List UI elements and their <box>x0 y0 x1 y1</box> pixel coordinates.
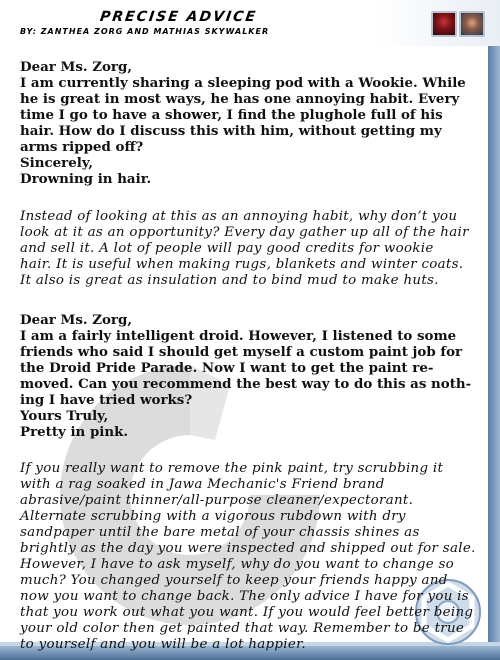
column-title: PRECISE ADVICE <box>98 9 259 25</box>
text-line: to yourself and you will be a lot happier. <box>20 637 306 652</box>
letter-2-question <box>20 312 480 440</box>
text-line: Pretty in pink. <box>20 424 129 440</box>
text-line: I am currently sharing a sleeping pod with a Wookie. While <box>20 75 466 91</box>
text-line: Dear Ms. Zorg, <box>20 312 132 328</box>
text-line: the Droid Pride Parade. Now I want to get the paint re- <box>20 360 434 376</box>
text-line: Instead of looking at this as an annoying habit, why don’t you <box>20 209 458 224</box>
author-portrait-1 <box>431 11 457 37</box>
author-portrait-2 <box>459 11 485 37</box>
text-line: with a rag soaked in Jawa Mechanic's Friend brand <box>20 477 385 492</box>
text-line: It also is great as insulation and to bind mud to make huts. <box>20 273 439 288</box>
text-line: Drowning in hair. <box>20 171 152 187</box>
letter-1-answer <box>20 209 480 289</box>
text-line: that you work out what you want. If you would feel better being <box>20 605 474 620</box>
text-line: brightly as the day you were inspected and shipped out for sale. <box>20 541 476 556</box>
text-line: now you want to change back. The only advice I have for you is <box>20 589 469 604</box>
text-line: much? You changed yourself to keep your friends happy and <box>20 573 448 588</box>
text-line: Alternate scrubbing with a vigorous rubdown with dry <box>20 509 406 524</box>
letter-1-question <box>20 59 480 187</box>
byline: BY: ZANTHEA ZORG AND MATHIAS SKYWALKER <box>20 27 270 36</box>
text-line: Dear Ms. Zorg, <box>20 59 132 75</box>
text-line: moved. Can you recommend the best way to do this as noth- <box>20 376 472 392</box>
text-line: he is great in most ways, he has one annoying habit. Every <box>20 91 460 107</box>
text-line: However, I have to ask myself, why do you want to change so <box>20 557 455 572</box>
text-line: hair. How do I discuss this with him, without getting my <box>20 123 442 139</box>
text-line: time I go to have a shower, I find the plughole full of his <box>20 107 443 123</box>
text-line: hair. It is useful when making rugs, blankets and winter coats. <box>20 257 464 272</box>
text-line: arms ripped off? <box>20 139 144 155</box>
text-line: Sincerely, <box>20 155 93 171</box>
advice-column-body <box>20 59 480 653</box>
letter-2-answer <box>20 461 480 653</box>
text-line: your old color then get painted that way. Remember to be true <box>20 621 465 636</box>
text-line: I am a fairly intelligent droid. However, I listened to some <box>20 328 457 344</box>
text-line: and sell it. A lot of people will pay good credits for wookie <box>20 241 434 256</box>
text-line: Yours Truly, <box>20 408 109 424</box>
text-line: abrasive/paint thinner/all-purpose cleaner/expectorant. <box>20 493 414 508</box>
text-line: sandpaper until the bare metal of your chassis shines as <box>20 525 420 540</box>
text-line: If you really want to remove the pink paint, try scrubbing it <box>20 461 444 476</box>
right-frame <box>488 46 500 646</box>
text-line: look at it as an opportunity? Every day gather up all of the hair <box>20 225 469 240</box>
header <box>0 0 500 46</box>
text-line: friends who said I should get myself a custom paint job for <box>20 344 463 360</box>
text-line: ing I have tried works? <box>20 392 193 408</box>
